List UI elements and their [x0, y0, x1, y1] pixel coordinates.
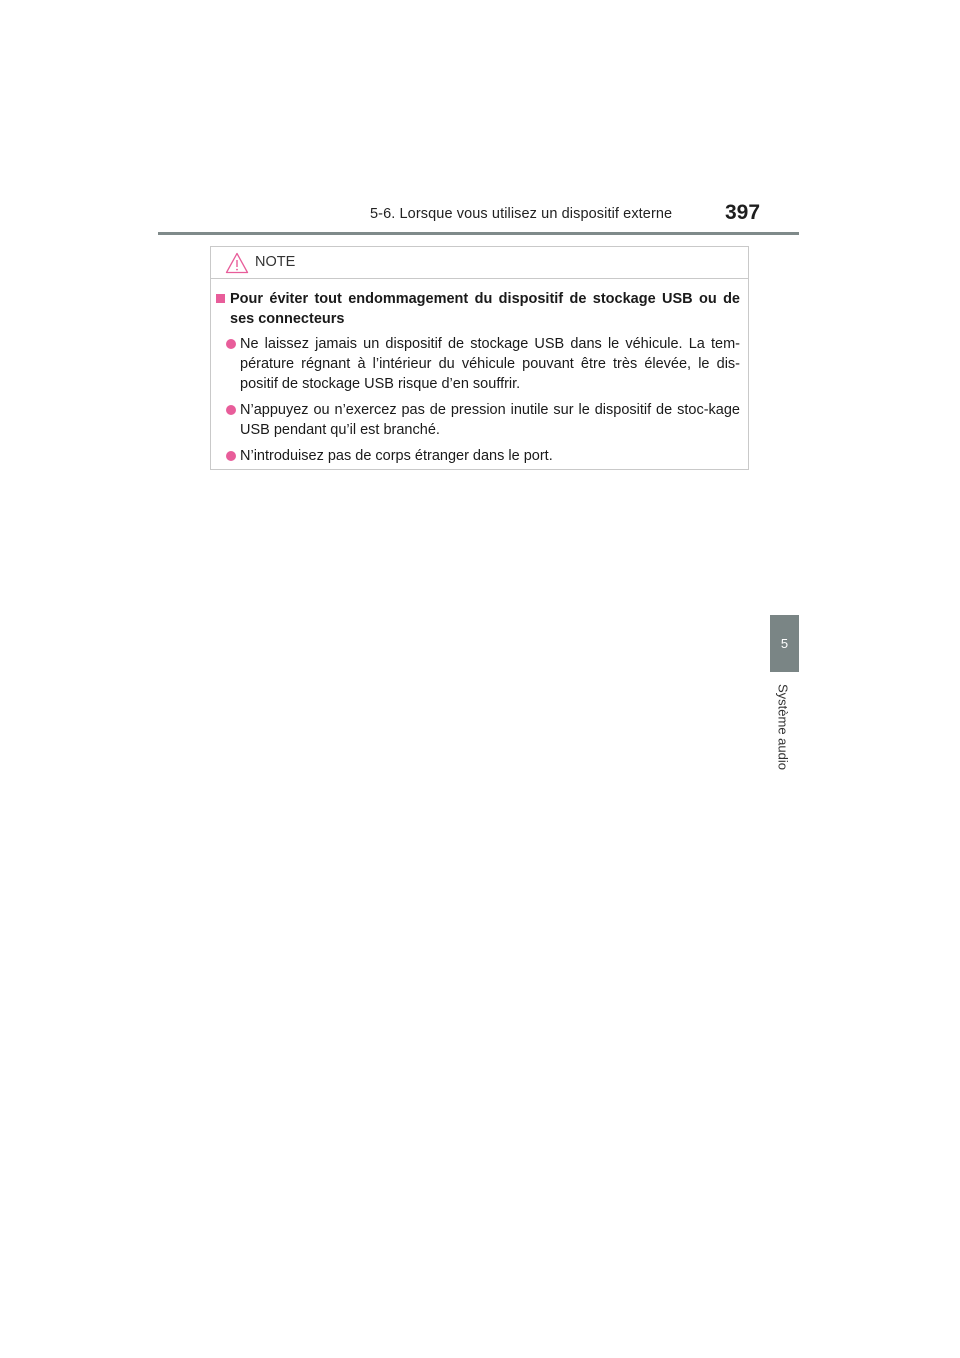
running-header: 5-6. Lorsque vous utilisez un dispositif externe: [370, 206, 673, 222]
header-divider: [158, 232, 799, 235]
square-bullet-icon: [216, 294, 225, 303]
page-number: 397: [725, 201, 761, 224]
note-heading-text: Pour éviter tout endommagement du dispositif de stockage USB ou de ses connecteurs: [230, 291, 740, 327]
chapter-label: Système audio: [775, 684, 791, 770]
note-title: NOTE: [255, 254, 296, 270]
note-item: [216, 400, 740, 440]
note-item-text: N’introduisez pas de corps étranger dans le port.: [240, 448, 553, 464]
note-item: [216, 334, 740, 394]
note-box: [210, 246, 749, 470]
note-header: [211, 247, 748, 279]
chapter-tab: [770, 615, 799, 672]
warning-triangle-icon: [225, 252, 249, 274]
circle-bullet-icon: [226, 451, 236, 461]
note-heading: [216, 289, 740, 329]
chapter-number: 5: [780, 636, 789, 651]
circle-bullet-icon: [226, 339, 236, 349]
note-item: [216, 446, 740, 466]
circle-bullet-icon: [226, 405, 236, 415]
note-item-text: N’appuyez ou n’exercez pas de pression inutile sur le dispositif de stoc-kage USB pendant qu’il est branché.: [240, 402, 740, 438]
note-item-text: Ne laissez jamais un dispositif de stockage USB dans le véhicule. La tem-pérature régnant à l’intérieur du véhicule pouvant être très élevée, le dis-positif de stockage USB risque d’en souffrir.: [240, 336, 740, 392]
note-body: [211, 279, 748, 466]
